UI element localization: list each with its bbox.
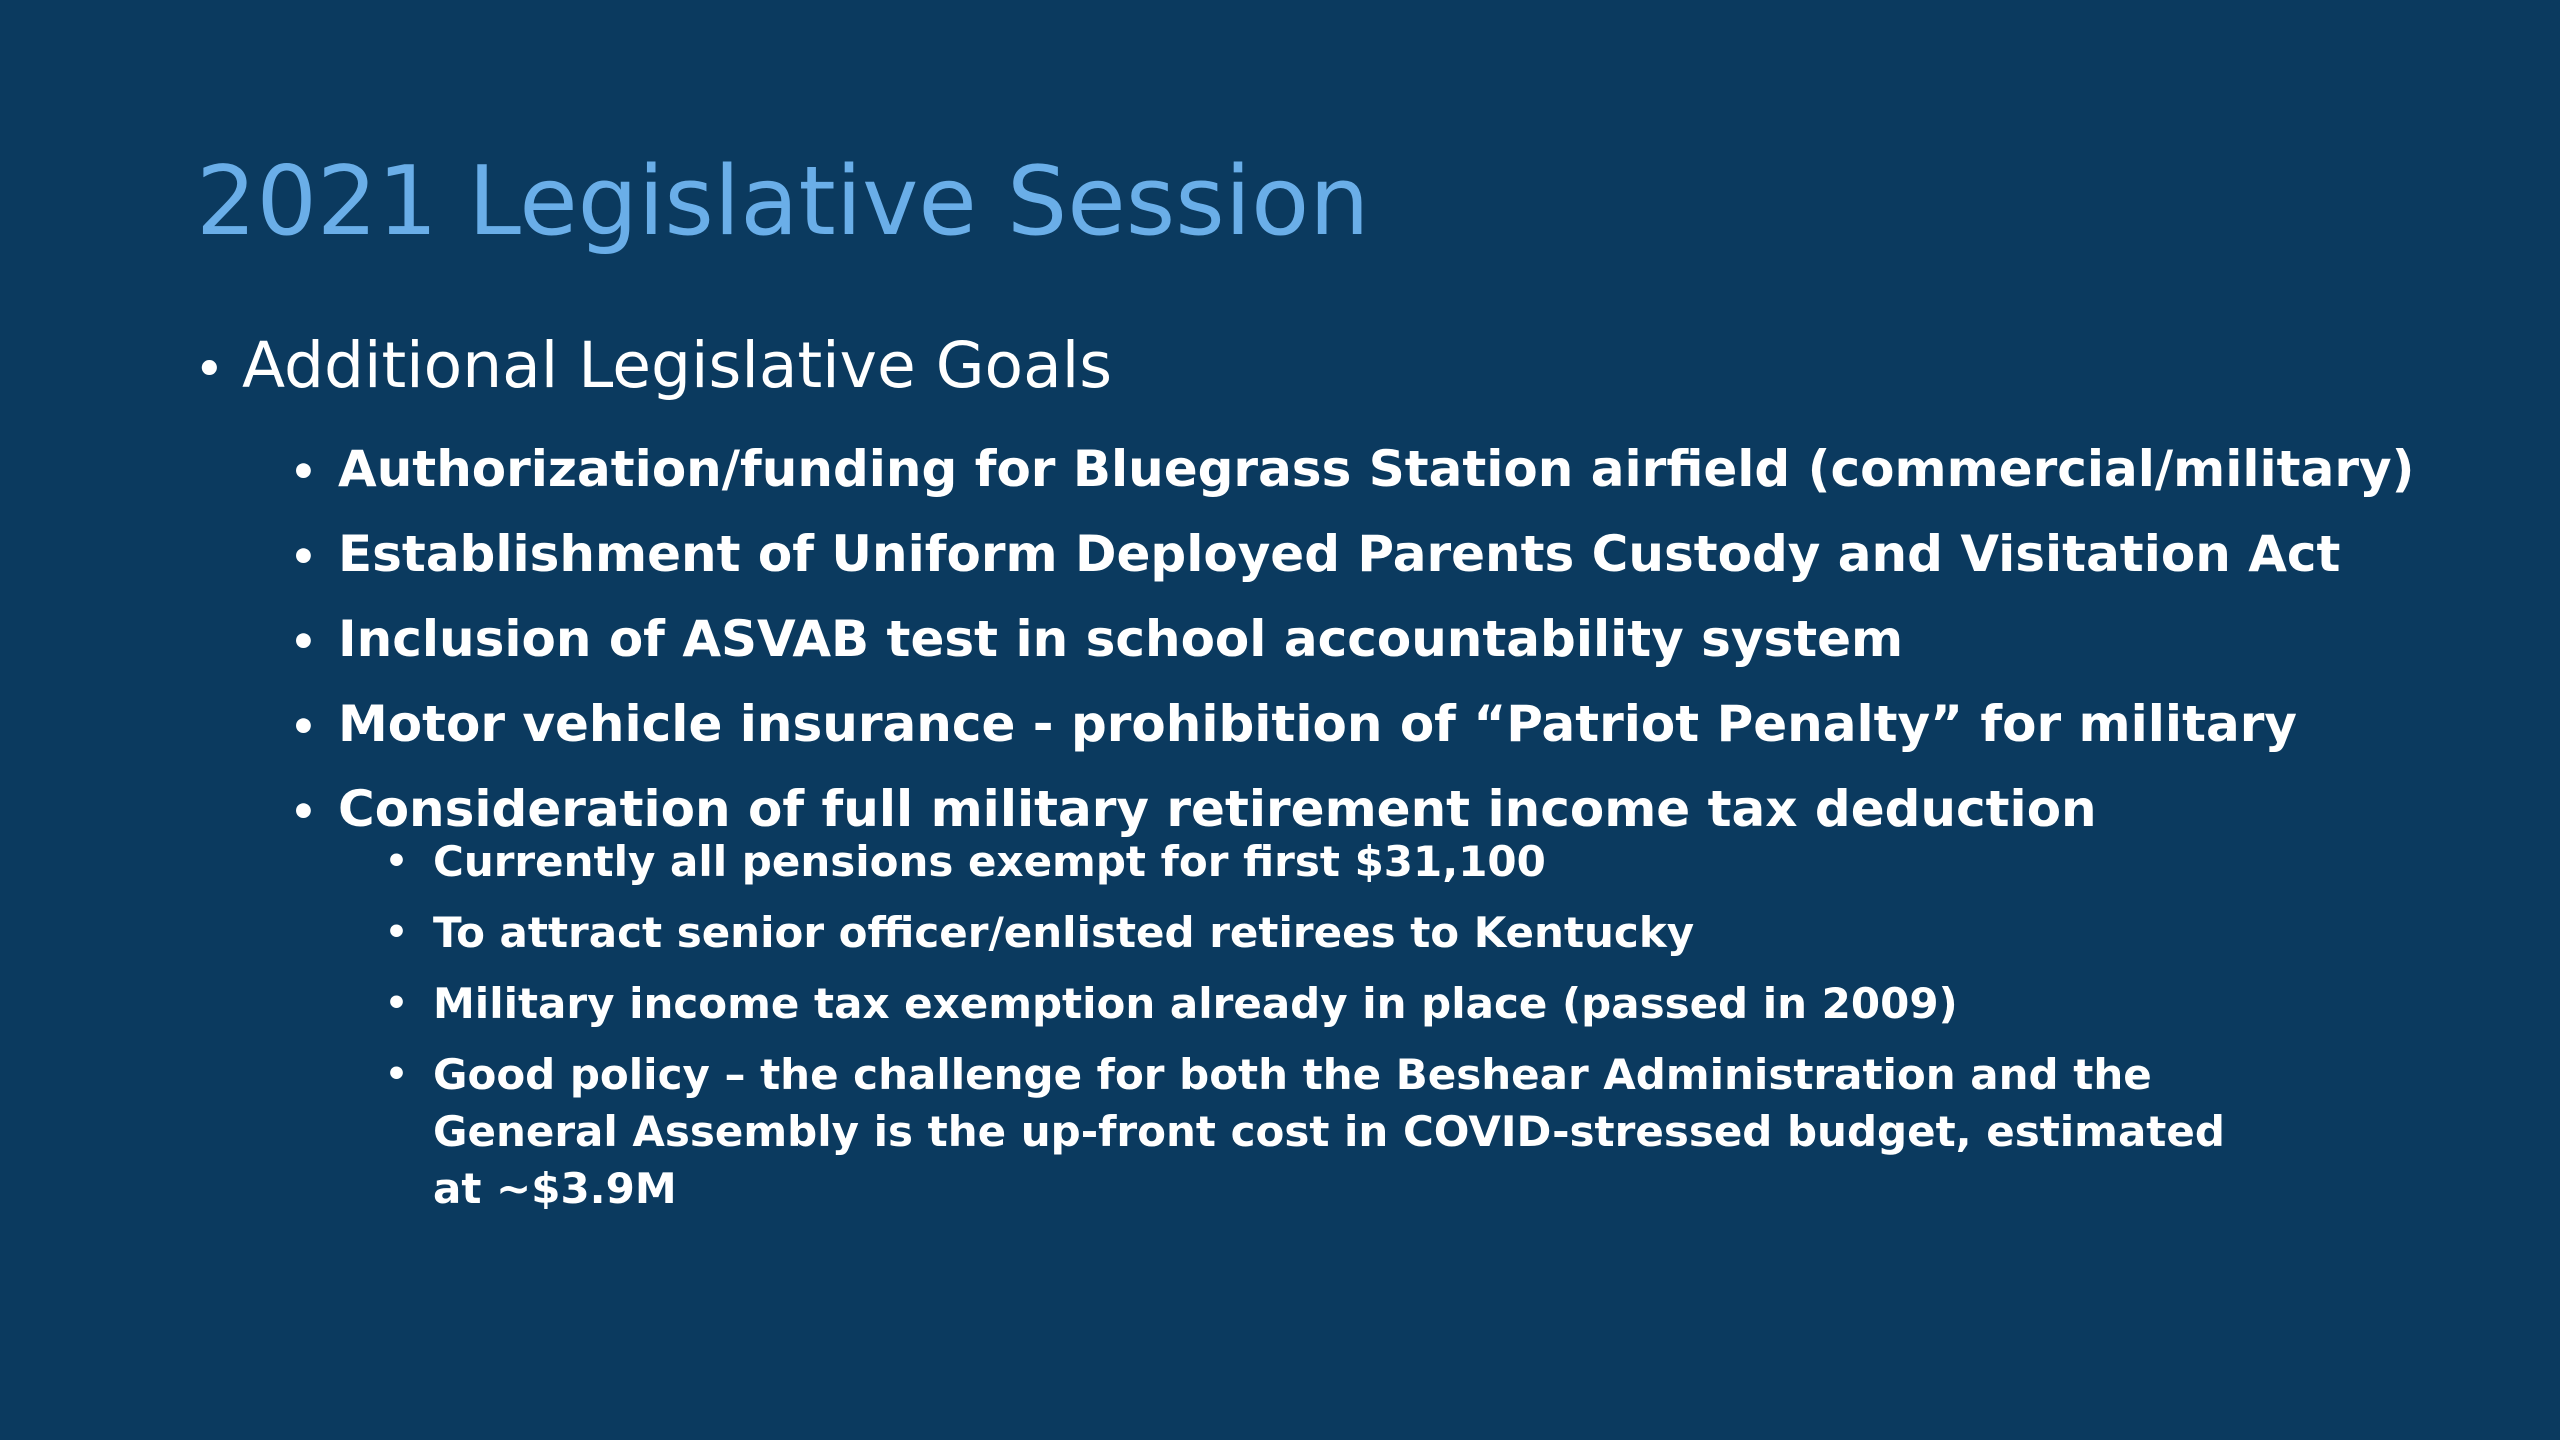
- list-item-text: Motor vehicle insurance - prohibition of “Patriot Penalty” for military: [338, 695, 2297, 753]
- bullet-icon: •: [385, 1054, 409, 1095]
- list-item-text: Consideration of full military retirement income tax deduction: [338, 780, 2097, 838]
- list-item: [290, 598, 2414, 683]
- slide-title: 2021 Legislative Session: [196, 147, 1370, 257]
- sub-list-item-text: To attract senior officer/enlisted retirees to Kentucky: [433, 908, 1695, 957]
- list-item-text: Authorization/funding for Bluegrass Station airfield (commercial/military): [338, 440, 2415, 498]
- section-heading-label: Additional Legislative Goals: [242, 329, 1113, 402]
- sub-list-item: [385, 1046, 2265, 1217]
- bullet-icon: •: [194, 340, 225, 400]
- list-item: [290, 513, 2414, 598]
- sub-goals-list: [385, 833, 2265, 1231]
- goals-list: [290, 428, 2414, 853]
- bullet-icon: •: [385, 841, 409, 882]
- sub-list-item: [385, 904, 2265, 961]
- bullet-icon: •: [290, 702, 317, 751]
- section-heading: [194, 330, 1112, 402]
- list-item-text: Inclusion of ASVAB test in school accountability system: [338, 610, 1904, 668]
- sub-list-item: [385, 833, 2265, 890]
- bullet-icon: •: [385, 912, 409, 953]
- sub-list-item: [385, 975, 2265, 1032]
- bullet-icon: •: [290, 617, 317, 666]
- bullet-icon: •: [290, 787, 317, 836]
- bullet-icon: •: [290, 532, 317, 581]
- sub-list-item-text: Military income tax exemption already in place (passed in 2009): [433, 979, 1958, 1028]
- bullet-icon: •: [385, 983, 409, 1024]
- list-item: [290, 428, 2414, 513]
- sub-list-item-text: Currently all pensions exempt for first $31,100: [433, 837, 1546, 886]
- sub-list-item-text: Good policy – the challenge for both the Beshear Administration and the General Assembly is the up-front cost in COVID-stressed budget, estimated at ~$3.9M: [433, 1050, 2225, 1213]
- bullet-icon: •: [290, 447, 317, 496]
- list-item: [290, 683, 2414, 768]
- list-item-text: Establishment of Uniform Deployed Parents Custody and Visitation Act: [338, 525, 2341, 583]
